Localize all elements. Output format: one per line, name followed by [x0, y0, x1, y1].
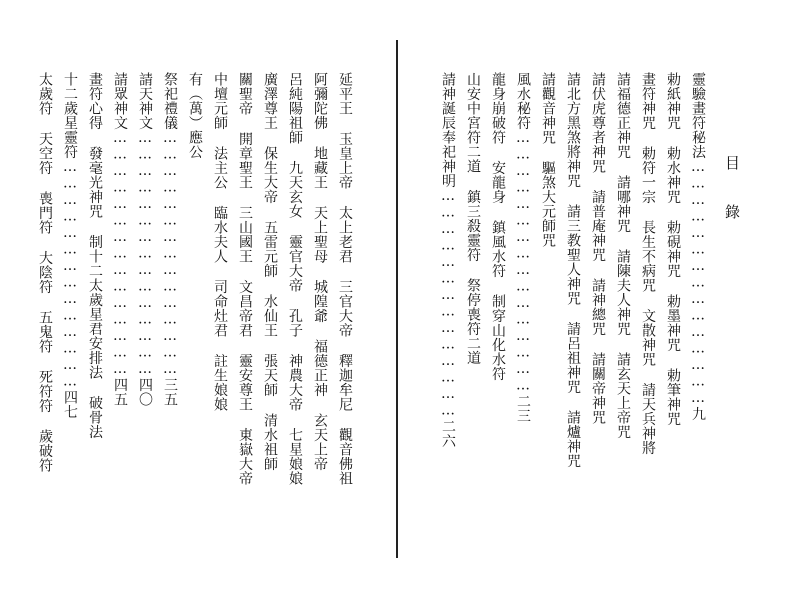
toc-heading-column	[440, 72, 456, 448]
toc-entry: 勅符一宗	[640, 146, 656, 204]
toc-entry: 鎮三殺靈符	[465, 189, 481, 262]
toc-entry: 請北方黑煞將神咒	[565, 72, 581, 188]
toc-entry-column	[287, 72, 303, 486]
toc-entry: 十二歲星靈符	[62, 72, 78, 159]
toc-entry: 東嶽大帝	[237, 427, 253, 486]
page-number: 二三	[515, 394, 531, 423]
toc-entry: 文散神咒	[640, 308, 656, 367]
toc-entry: 勅水神咒	[665, 146, 681, 204]
toc-entry: 七星娘娘	[287, 427, 303, 486]
toc-heading-column	[515, 72, 531, 423]
toc-heading-column	[112, 72, 128, 407]
toc-entry: 勅硯神咒	[665, 220, 681, 278]
page-number: 四〇	[137, 377, 153, 407]
toc-entry: 安龍身	[490, 160, 506, 204]
toc-entry: 城隍爺	[312, 279, 328, 323]
toc-entry: 太歲符	[37, 72, 53, 116]
toc-entry-column	[590, 72, 606, 425]
toc-entry: 勅筆神咒	[665, 368, 681, 426]
gutter-divider	[396, 40, 398, 558]
dot-leader: ………………………………………	[137, 130, 153, 378]
dot-leader: ……………………………………	[62, 159, 78, 390]
toc-entry: 山安中宮符二道	[465, 72, 481, 174]
toc-entry: 風水秘符	[515, 72, 531, 130]
toc-entry: 祭祀禮儀	[162, 72, 178, 130]
toc-entry: 中壇元師	[212, 72, 228, 130]
toc-entry: 畫符神咒	[640, 72, 656, 130]
toc-entry: 靈驗畫符秘法	[690, 72, 706, 159]
page-number: 二六	[440, 419, 456, 448]
toc-entry-column	[465, 72, 481, 365]
toc-entry: 勅紙神咒	[665, 72, 681, 130]
dot-leader: ……………………………………	[440, 188, 456, 419]
toc-entry: 勅墨神咒	[665, 294, 681, 352]
toc-entry-column	[640, 72, 656, 455]
toc-entry: 請天兵神將	[640, 382, 656, 455]
toc-entry-column	[565, 72, 581, 468]
toc-entry: 驅煞大元師咒	[540, 160, 556, 248]
toc-entry: 註生娘娘	[212, 353, 228, 412]
toc-entry: 三官大帝	[337, 279, 353, 338]
toc-entry: 請三教聖人神咒	[565, 204, 581, 306]
toc-entry: 水仙王	[262, 294, 278, 338]
toc-entry: 釋迦牟尼	[337, 353, 353, 412]
toc-entry: 玉皇上帝	[337, 131, 353, 190]
toc-entry: 祭停喪符二道	[465, 278, 481, 365]
toc-title: 目 錄	[723, 155, 741, 227]
toc-entry-column	[37, 72, 53, 473]
toc-entry: 玄天上帝	[312, 413, 328, 471]
dot-leader: ………………………………………	[162, 130, 178, 378]
toc-entry: 請普庵神咒	[590, 189, 606, 262]
toc-entry: 廣澤尊王	[262, 72, 278, 130]
toc-entry: 畫符心得	[87, 72, 103, 130]
toc-entry: 請天神文	[137, 72, 153, 130]
toc-entry: 破骨法	[87, 395, 103, 439]
toc-entry: 制十二太歲星君安排法	[87, 234, 103, 380]
toc-entry: 太上老君	[337, 205, 353, 264]
toc-heading-column	[137, 72, 153, 407]
toc-entry: 死符符	[37, 369, 53, 413]
toc-entry-column	[237, 72, 253, 486]
toc-entry-column	[540, 72, 556, 248]
toc-entry: 延平王	[337, 72, 353, 116]
toc-entry: 請呂祖神咒	[565, 321, 581, 394]
toc-entry: 歲破符	[37, 429, 53, 473]
toc-entry: 清水祖師	[262, 413, 278, 471]
toc-entry-column	[490, 72, 506, 381]
toc-entry: 請陳夫人神咒	[615, 249, 631, 336]
toc-entry: 阿彌陀佛	[312, 72, 328, 130]
toc-entry: 天空符	[37, 131, 53, 175]
toc-entry: 請神總咒	[590, 278, 606, 336]
toc-entry: 文昌帝君	[237, 279, 253, 338]
toc-entry: 孔子	[287, 308, 303, 338]
page-number: 四五	[112, 377, 128, 407]
toc-heading-column	[62, 72, 78, 419]
toc-entry-column	[615, 72, 631, 439]
toc-entry: 請哪神咒	[615, 175, 631, 233]
toc-heading-column	[162, 72, 178, 407]
toc-entry: 呂純陽祖師	[287, 72, 303, 145]
toc-entry-column	[665, 72, 681, 426]
toc-entry-column	[212, 72, 228, 412]
toc-entry: 請神誕辰奉祀神明	[440, 72, 456, 188]
toc-entry: 發毫光神咒	[87, 146, 103, 219]
toc-entry: 請關帝神咒	[590, 352, 606, 425]
toc-entry: 鎮風水符	[490, 220, 506, 278]
page-number: 三五	[162, 377, 178, 407]
toc-entry: 有（萬）應公	[187, 72, 203, 159]
toc-entry: 大陰符	[37, 250, 53, 294]
toc-entry: 請福德正神咒	[615, 72, 631, 159]
page-number: 九	[690, 406, 706, 421]
toc-entry: 地藏王	[312, 146, 328, 190]
toc-entry: 三山國王	[237, 205, 253, 264]
toc-entry-column	[87, 72, 103, 439]
toc-entry: 靈官大帝	[287, 234, 303, 293]
toc-heading-column	[690, 72, 706, 421]
toc-entry: 神農大帝	[287, 353, 303, 412]
toc-entry: 龍身崩破符	[490, 72, 506, 145]
dot-leader: ………………………………………	[112, 130, 128, 378]
toc-entry-column	[187, 72, 203, 159]
toc-entry: 請爐神咒	[565, 410, 581, 468]
toc-entry: 喪門符	[37, 191, 53, 235]
toc-entry: 關聖帝	[237, 72, 253, 116]
toc-entry: 請玄天上帝咒	[615, 352, 631, 439]
toc-entry-column	[262, 72, 278, 471]
toc-entry: 保生大帝	[262, 146, 278, 204]
toc-entry: 請伏虎尊者神咒	[590, 72, 606, 174]
toc-entry: 長生不病咒	[640, 220, 656, 293]
toc-entry: 五雷元師	[262, 220, 278, 278]
toc-entry: 五鬼符	[37, 310, 53, 354]
toc-entry: 請眾神文	[112, 72, 128, 130]
toc-entry: 臨水夫人	[212, 205, 228, 264]
toc-entry: 開章聖王	[237, 131, 253, 190]
toc-entry-column	[337, 72, 353, 486]
dot-leader: ………………………………………	[690, 159, 706, 407]
toc-entry: 靈安尊王	[237, 353, 253, 412]
toc-entry: 司命灶君	[212, 279, 228, 338]
toc-entry: 九天玄女	[287, 160, 303, 219]
toc-entry: 請觀音神咒	[540, 72, 556, 145]
toc-entry: 法主公	[212, 146, 228, 190]
page-number: 四七	[62, 390, 78, 419]
toc-entry-column	[312, 72, 328, 471]
toc-entry: 制穿山化水符	[490, 294, 506, 381]
toc-entry: 觀音佛祖	[337, 427, 353, 486]
toc-entry: 福德正神	[312, 339, 328, 397]
toc-entry: 天上聖母	[312, 205, 328, 264]
dot-leader: …………………………………………	[515, 130, 531, 394]
toc-entry: 張天師	[262, 353, 278, 397]
